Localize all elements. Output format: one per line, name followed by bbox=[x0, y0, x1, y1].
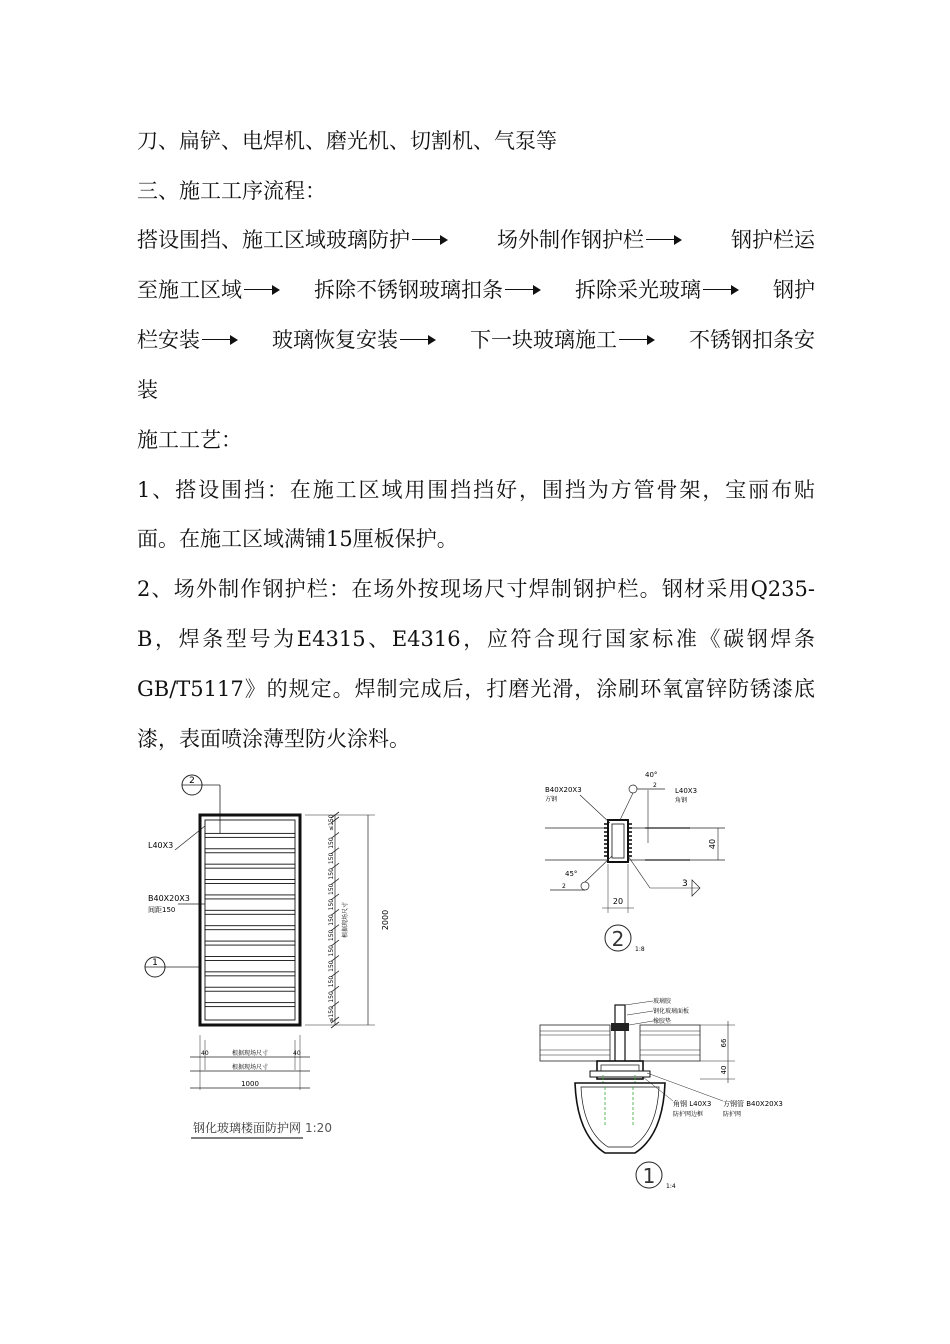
dim-spacing: 150 bbox=[328, 837, 335, 849]
width-dim: 20 bbox=[612, 897, 624, 906]
dim-spacing: 150 bbox=[328, 929, 335, 942]
detail-scale: 1:8 bbox=[635, 946, 645, 953]
weld-angle-top: 40° bbox=[645, 771, 658, 779]
angle-label: 角钢 L40X3 bbox=[673, 1100, 712, 1108]
dim-spacing: 150 bbox=[328, 883, 335, 895]
dim-edge-top: ≤150 bbox=[328, 814, 335, 831]
dim-spacing: 150 bbox=[328, 898, 335, 911]
callout-1 bbox=[145, 957, 200, 977]
angle-sub-label: 角钢 bbox=[675, 797, 688, 804]
flow-row-4: 装 bbox=[137, 378, 158, 402]
dim-spacing: 150 bbox=[328, 991, 335, 1003]
crossbar bbox=[205, 895, 295, 899]
flow-step: 栏安装 bbox=[137, 327, 238, 353]
crossbar bbox=[205, 987, 295, 991]
dim-spacing: 150 bbox=[328, 914, 335, 926]
width-note: 根据现场尺寸 bbox=[231, 1064, 269, 1071]
arrow-right-icon bbox=[202, 333, 238, 347]
flow-step: 搭设围挡、施工区域玻璃防护 bbox=[137, 227, 448, 253]
detail-number: 2 bbox=[611, 927, 625, 951]
dim-spacing: 150 bbox=[328, 852, 335, 865]
rubber-pad-label: 橡胶垫 bbox=[653, 1018, 672, 1025]
flow-step: 场外制作钢护栏 bbox=[497, 227, 682, 253]
arrow-right-icon bbox=[400, 333, 436, 347]
paragraph-tools: 刀、扁铲、电焊机、磨光机、切割机、气泵等 bbox=[137, 129, 557, 153]
sealant-label: 玻璃胶 bbox=[653, 998, 672, 1005]
flow-step: 拆除采光玻璃 bbox=[575, 277, 739, 303]
guard-net-elevation-drawing bbox=[135, 770, 405, 1145]
callout-number: 1 bbox=[152, 958, 158, 968]
drawing-caption: 钢化玻璃楼面防护网 bbox=[193, 1121, 302, 1135]
dim-spacing: 150 bbox=[328, 975, 335, 988]
tube-label: B40X20X3 bbox=[148, 894, 190, 903]
arrow-right-icon bbox=[412, 233, 448, 247]
arrow-right-icon bbox=[619, 333, 655, 347]
weld-size-bottom: 2 bbox=[562, 883, 566, 890]
flow-step: 钢护栏运 bbox=[731, 228, 815, 252]
detail-number: 1 bbox=[642, 1164, 656, 1188]
paragraph-line: 1、搭设围挡：在施工区域用围挡挡好，围挡为方管骨架，宝丽布贴 bbox=[137, 478, 815, 502]
height-dim: 40 bbox=[708, 838, 717, 850]
crossbar bbox=[205, 926, 295, 930]
dim-edge-bottom: ≤150 bbox=[328, 1006, 335, 1023]
detail-scale: 1:4 bbox=[666, 1183, 676, 1190]
detail-2-drawing bbox=[540, 768, 740, 973]
dim-spacing: 150 bbox=[328, 868, 335, 880]
flow-row-2 bbox=[137, 277, 815, 303]
tube-sub-label: 方钢 bbox=[545, 796, 558, 803]
drawing-scale: 1:20 bbox=[305, 1121, 332, 1135]
flow-step: 钢护 bbox=[773, 278, 815, 302]
arrow-right-icon bbox=[505, 283, 541, 297]
section-heading-process: 三、施工工序流程： bbox=[137, 179, 326, 203]
tube-label: 方钢管 B40X20X3 bbox=[723, 1100, 783, 1108]
callout-number: 2 bbox=[189, 776, 195, 786]
crossbar bbox=[205, 910, 295, 914]
glass-panel-label: 钢化玻璃面板 bbox=[653, 1008, 690, 1015]
flow-row-1 bbox=[137, 227, 815, 253]
angle-sub-label: 防护网边框 bbox=[673, 1111, 704, 1118]
paragraph-line: GB/T5117》的规定。焊制完成后，打磨光滑，涂刷环氧富锌防锈漆底 bbox=[137, 677, 815, 701]
side-dim-left: 40 bbox=[201, 1050, 209, 1057]
crossbar bbox=[205, 972, 295, 976]
paragraph-line: 2、场外制作钢护栏：在场外按现场尺寸焊制钢护栏。钢材采用Q235- bbox=[137, 577, 815, 601]
crossbar bbox=[205, 864, 295, 868]
height-note: 根据现场尺寸 bbox=[342, 901, 349, 939]
total-width-dim: 1000 bbox=[241, 1080, 259, 1088]
flow-row-3 bbox=[137, 327, 815, 353]
dim-spacing: 150 bbox=[328, 945, 335, 957]
side-dim-right: 40 bbox=[293, 1050, 301, 1057]
tube-label: B40X20X3 bbox=[545, 786, 582, 794]
crossbar bbox=[205, 849, 295, 853]
arrow-right-icon bbox=[244, 283, 280, 297]
flow-step: 玻璃恢复安装 bbox=[272, 327, 436, 353]
paragraph-line: B，焊条型号为E4315、E4316，应符合现行国家标准《碳钢焊条 bbox=[137, 627, 815, 651]
flow-step: 不锈钢扣条安 bbox=[689, 328, 815, 352]
crossbars bbox=[205, 833, 295, 1006]
weld-size-right: 3 bbox=[682, 879, 688, 889]
tube-sub-label: 防护网 bbox=[723, 1111, 742, 1118]
dim-bottom: 40 bbox=[720, 1065, 728, 1075]
paragraph-line: 漆，表面喷涂薄型防火涂料。 bbox=[137, 727, 410, 751]
dim-spacing: 150 bbox=[328, 960, 335, 972]
crossbar bbox=[205, 941, 295, 945]
paragraph-line: 面。在施工区域满铺15厘板保护。 bbox=[137, 527, 458, 551]
width-note: 根据现场尺寸 bbox=[231, 1050, 269, 1057]
total-height-dim: 2000 bbox=[381, 909, 390, 931]
crossbar bbox=[205, 956, 295, 960]
angle-steel-label: L40X3 bbox=[148, 841, 174, 850]
arrow-right-icon bbox=[703, 283, 739, 297]
crossbar bbox=[205, 1003, 295, 1007]
arrow-right-icon bbox=[646, 233, 682, 247]
weld-angle-bottom: 45° bbox=[565, 870, 578, 878]
weld-size-top: 2 bbox=[653, 782, 657, 789]
crossbar bbox=[205, 833, 295, 837]
detail-1-drawing bbox=[535, 995, 785, 1195]
flow-step: 下一块玻璃施工 bbox=[470, 327, 655, 353]
flow-step: 至施工区域 bbox=[137, 277, 280, 303]
dim-top: 66 bbox=[720, 1038, 728, 1048]
flow-step: 拆除不锈钢玻璃扣条 bbox=[314, 277, 541, 303]
crossbar bbox=[205, 880, 295, 884]
dimension-chain bbox=[328, 812, 339, 1028]
spacing-label: 间距150 bbox=[148, 906, 176, 914]
section-heading-craft: 施工工艺： bbox=[137, 428, 242, 452]
angle-label: L40X3 bbox=[675, 787, 698, 795]
